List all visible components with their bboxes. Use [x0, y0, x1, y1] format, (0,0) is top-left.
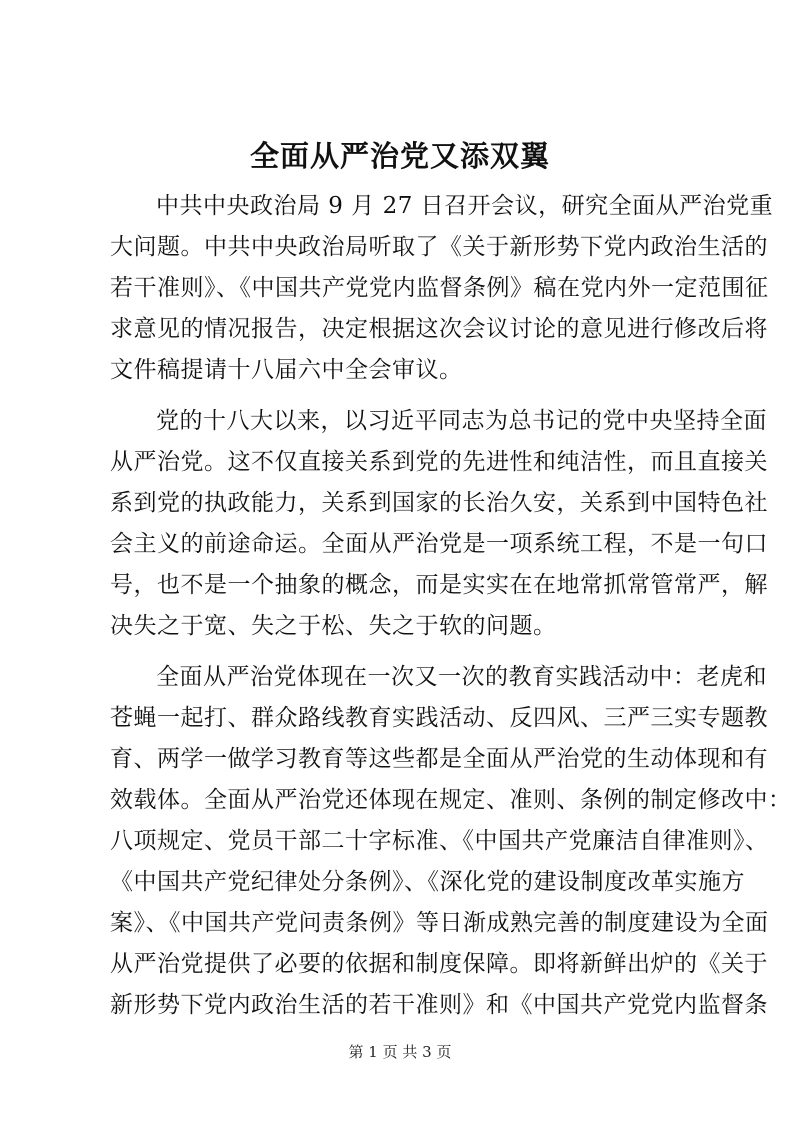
paragraph-line: 大问题。中共中央政治局听取了《关于新形势下党内政治生活的 — [110, 234, 768, 260]
paragraph-line: 党的十八大以来，以习近平同志为总书记的党中央坚持全面 — [156, 408, 767, 434]
paragraph-line: 系到党的执政能力，关系到国家的长治久安，关系到中国特色社 — [110, 490, 768, 516]
paragraph-line: 号，也不是一个抽象的概念，而是实实在在地常抓常管常严，解 — [110, 572, 768, 598]
paragraph-line: 八项规定、党员干部二十字标准、《中国共产党廉洁自律准则》、 — [110, 828, 769, 854]
paragraph-2 — [110, 401, 768, 647]
paragraph-line: 文件稿提请十八届六中全会审议。 — [110, 357, 463, 383]
paragraph-line: 《中国共产党纪律处分条例》、《深化党的建设制度改革实施方 — [110, 869, 745, 895]
paragraph-line: 会主义的前途命运。全面从严治党是一项系统工程，不是一句口 — [110, 531, 768, 557]
paragraph-line: 求意见的情况报告，决定根据这次会议讨论的意见进行修改后将 — [110, 316, 768, 342]
page-title: 全面从严治党又添双翼 — [249, 139, 550, 173]
paragraph-line: 决失之于宽、失之于松、失之于软的问题。 — [110, 613, 557, 639]
paragraph-line: 从严治党。这不仅直接关系到党的先进性和纯洁性，而且直接关 — [110, 449, 768, 475]
paragraph-1 — [110, 186, 774, 391]
paragraph-line: 中共中央政治局 9 月 27 日召开会议，研究全面从严治党重 — [156, 193, 774, 219]
document-body — [110, 186, 792, 1036]
paragraph-line: 育、两学一做学习教育等这些都是全面从严治党的生动体现和有 — [110, 746, 768, 772]
paragraph-line: 案》、《中国共产党问责条例》等日渐成熟完善的制度建设为全面 — [110, 910, 769, 936]
page-footer: 第 1 页 共 3 页 — [348, 1043, 452, 1061]
paragraph-3 — [110, 657, 792, 1026]
paragraph-line: 新形势下党内政治生活的若干准则》和《中国共产党党内监督条 — [110, 992, 768, 1018]
paragraph-line: 从严治党提供了必要的依据和制度保障。即将新鲜出炉的《关于 — [110, 951, 768, 977]
paragraph-line: 全面从严治党体现在一次又一次的教育实践活动中：老虎和 — [156, 664, 767, 690]
paragraph-line: 苍蝇一起打、群众路线教育实践活动、反四风、三严三实专题教 — [110, 705, 768, 731]
paragraph-line: 若干准则》、《中国共产党党内监督条例》稿在党内外一定范围征 — [110, 275, 769, 301]
paragraph-line: 效载体。全面从严治党还体现在规定、准则、条例的制定修改中： — [110, 787, 792, 813]
